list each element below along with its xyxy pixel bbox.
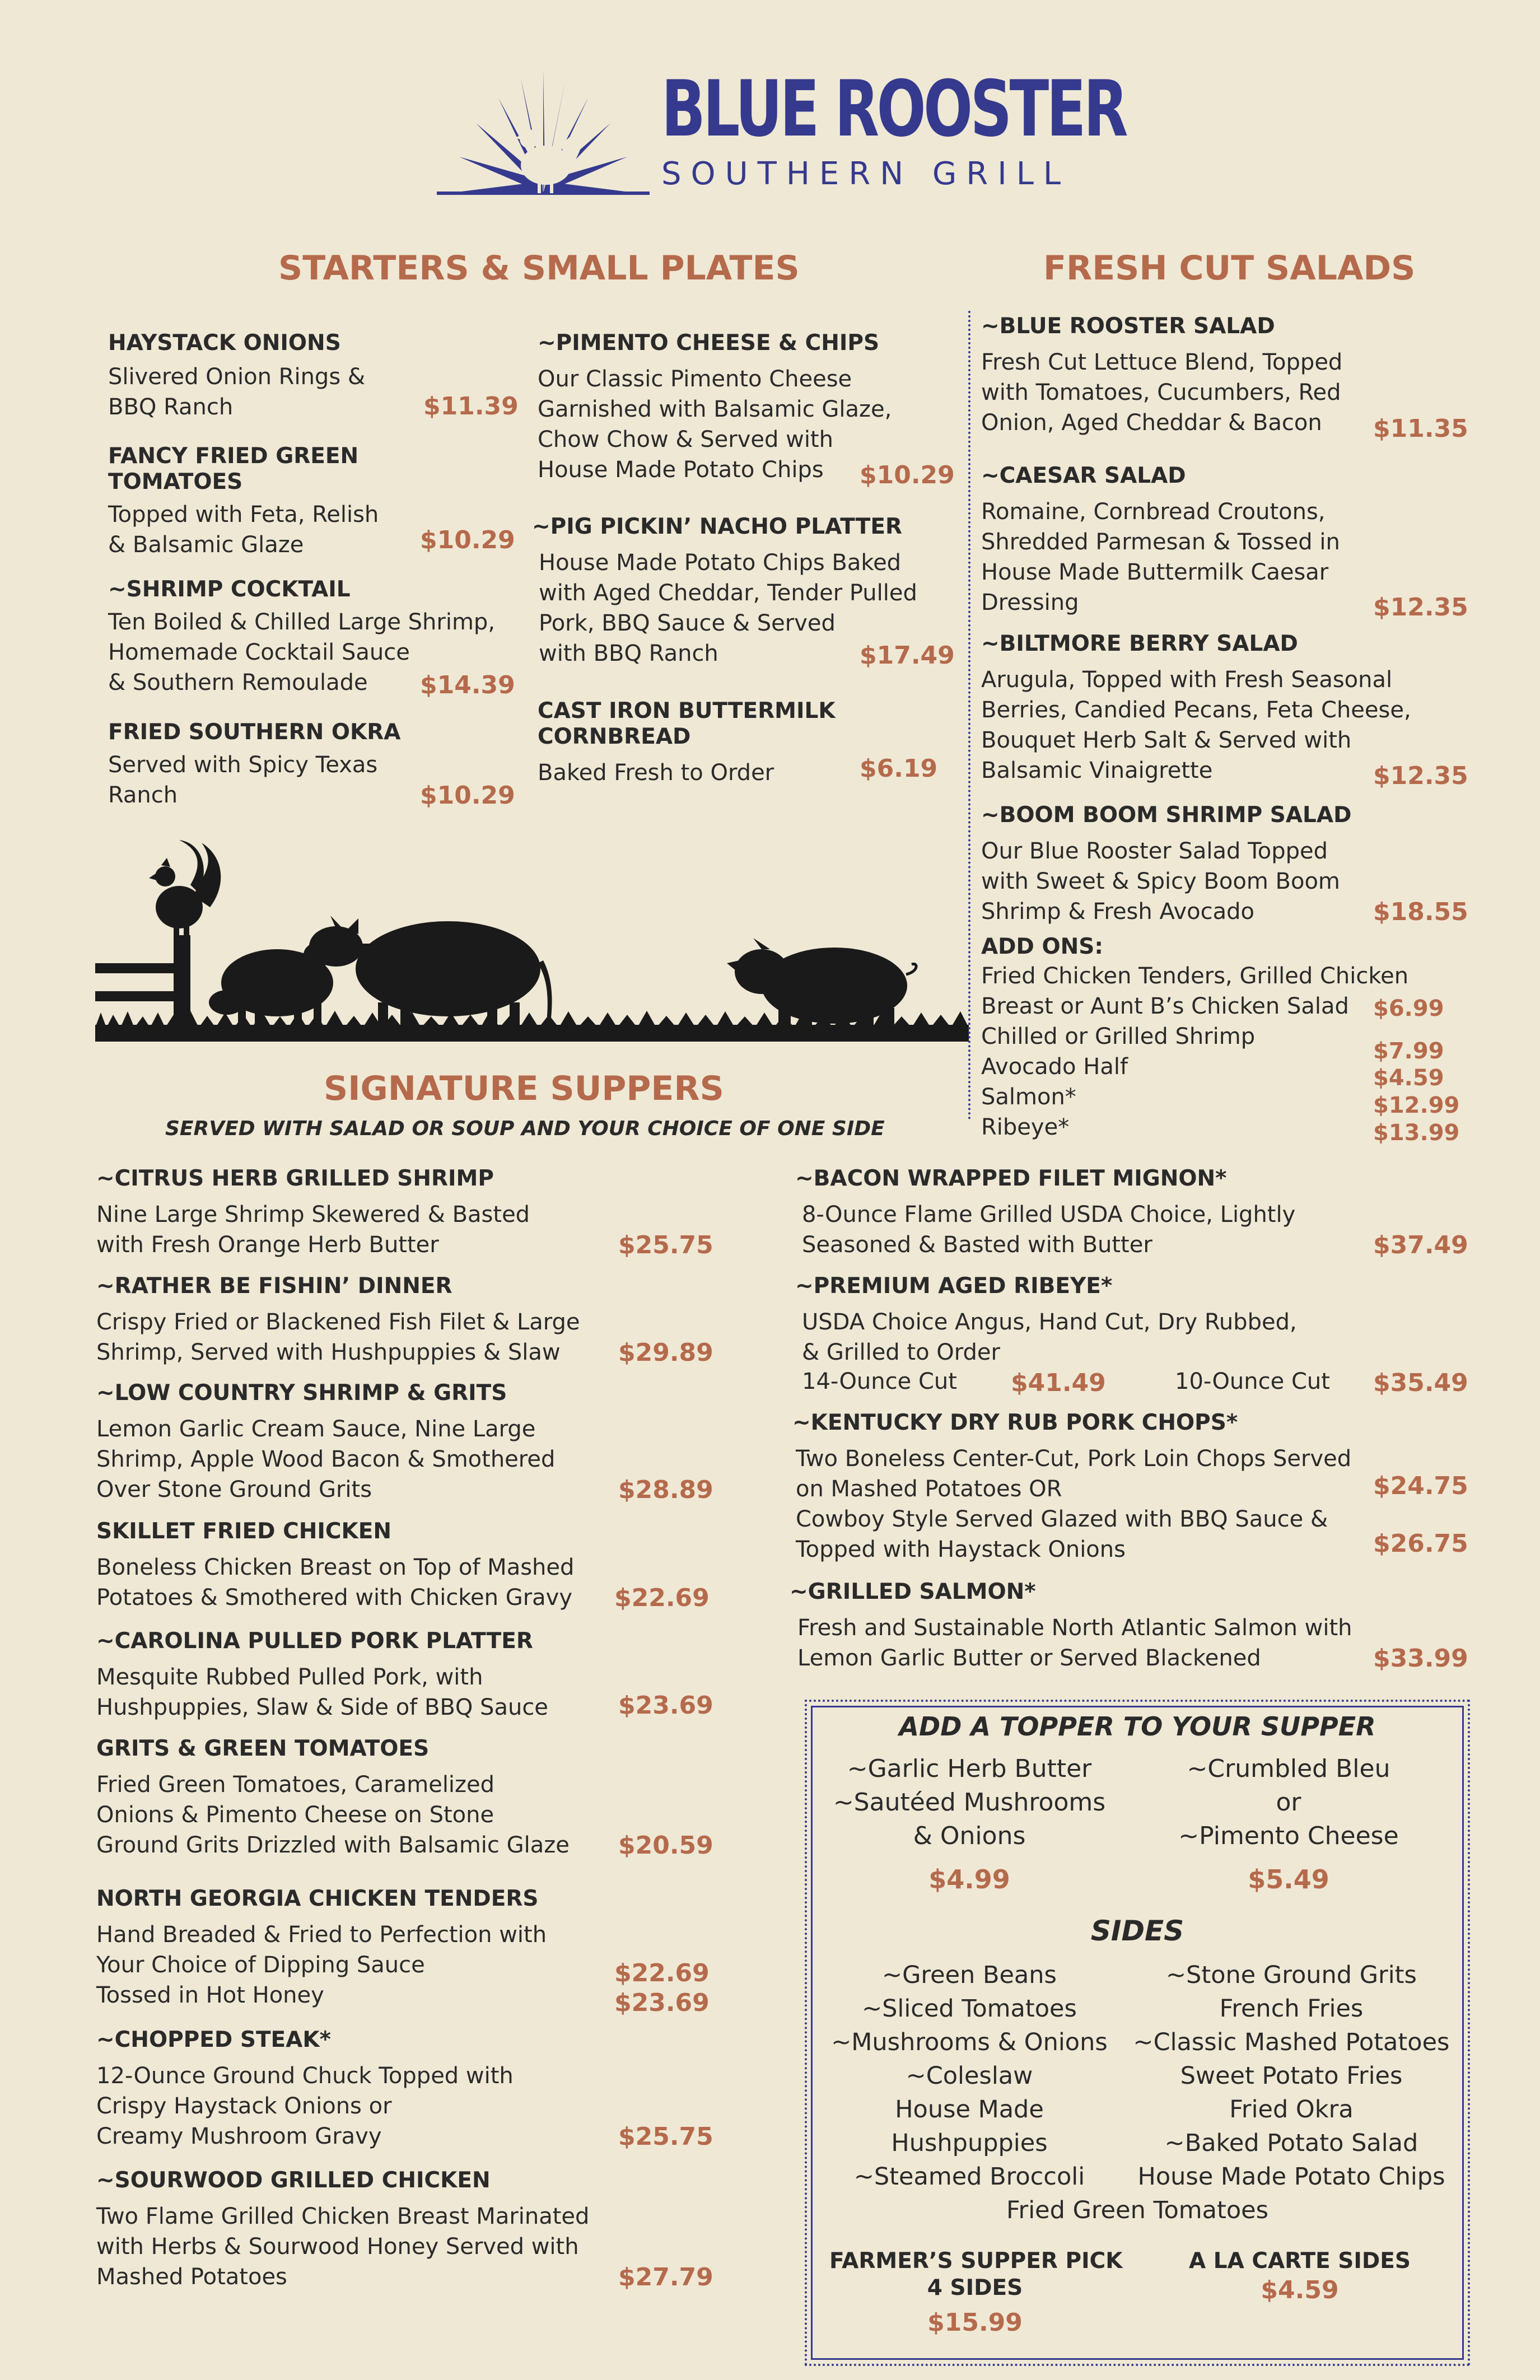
item-name: FANCY FRIED GREEN TOMATOES	[108, 444, 359, 494]
item-price: $24.75	[1373, 1472, 1468, 1500]
rooster-silhouette-icon	[149, 840, 221, 936]
topper-left: ~Garlic Herb Butter ~Sautéed Mushrooms & Onions	[833, 1754, 1106, 1850]
item-price: $12.35	[1373, 593, 1468, 622]
addons-list: Fried Chicken Tenders, Grilled Chicken Breast or Aunt B’s Chicken Salad Chilled or Grilled Shrimp Avocado Half Salmon* Ribeye*	[981, 963, 1409, 1140]
sides-title: SIDES	[1090, 1915, 1184, 1947]
item-name: ~LOW COUNTRY SHRIMP & GRITS	[96, 1380, 507, 1406]
item-name: ~CAESAR SALAD	[981, 463, 1186, 488]
item-desc: Arugula, Topped with Fresh Seasonal Berries, Candied Pecans, Feta Cheese, Bouquet Herb Salt & Served with Balsamic Vinaigrette	[981, 667, 1411, 783]
topper-left-price: $4.99	[928, 1864, 1010, 1894]
item-price: $10.29	[860, 461, 955, 489]
starter-cast-iron-buttermilk-cornbread	[538, 698, 952, 788]
supper-kentucky-dry-rub-pork-chops	[792, 1410, 1495, 1565]
salad-add-ons	[981, 934, 1519, 1146]
salads-title: FRESH CUT SALADS	[1043, 249, 1416, 288]
addon-price: $13.99	[1373, 1120, 1460, 1146]
item-price: $28.89	[618, 1476, 713, 1504]
item-price: $11.39	[423, 392, 519, 421]
suppers-title: SIGNATURE SUPPERS	[324, 1069, 724, 1108]
item-desc: Boneless Chicken Breast on Top of Mashed Potatoes & Smothered with Chicken Gravy	[96, 1555, 575, 1611]
addon-price: $7.99	[1373, 1038, 1444, 1064]
alacarte-price: $4.59	[1261, 2276, 1339, 2304]
item-desc: Two Boneless Center-Cut, Pork Loin Chops Served on Mashed Potatoes OR Cowboy Style Served Glazed with BBQ Sauce & Topped with Haystack Onions	[796, 1446, 1352, 1562]
brand-tagline: SOUTHERN GRILL	[661, 156, 1071, 192]
item-price: $37.49	[1373, 1231, 1468, 1259]
item-price: $12.35	[1373, 762, 1468, 790]
item-name: ~BOOM BOOM SHRIMP SALAD	[981, 802, 1352, 828]
item-price: $22.69	[614, 1959, 710, 1987]
item-name: GRITS & GREEN TOMATOES	[96, 1736, 430, 1761]
item-desc: Romaine, Cornbread Croutons, Shredded Parmesan & Tossed in House Made Buttermilk Caesar Dressing	[981, 499, 1340, 615]
brand-name: BLUE ROOSTER	[661, 64, 1126, 154]
item-price: $33.99	[1373, 1644, 1468, 1673]
supper-bacon-wrapped-filet-mignon	[795, 1166, 1495, 1260]
addon-price: $6.99	[1373, 996, 1444, 1021]
item-desc: Our Blue Rooster Salad Topped with Sweet & Spicy Boom Boom Shrimp & Fresh Avocado	[981, 838, 1340, 925]
item-price: $22.69	[614, 1584, 710, 1612]
item-price-cowboy: $26.75	[1373, 1529, 1468, 1558]
item-price: $17.49	[860, 641, 955, 670]
salads-divider	[968, 311, 970, 1120]
item-price-hot-honey: $23.69	[614, 1989, 710, 2017]
salad-biltmore-berry	[981, 631, 1519, 790]
ribeye-price-10oz: $35.49	[1373, 1369, 1468, 1397]
item-price: $10.29	[420, 781, 515, 810]
item-name: ~BACON WRAPPED FILET MIGNON*	[795, 1166, 1227, 1191]
item-desc: House Made Potato Chips Baked with Aged Cheddar, Tender Pulled Pork, BBQ Sauce & Served with BBQ Ranch	[539, 550, 917, 666]
sides-right: ~Stone Ground Grits French Fries ~Classic Mashed Potatoes Sweet Potato Fries Fried Okra ~Baked Potato Salad House Made Potato Chips	[1133, 1961, 1450, 2191]
item-desc: USDA Choice Angus, Hand Cut, Dry Rubbed, & Grilled to Order	[802, 1309, 1297, 1365]
item-name: ~SHRIMP COCKTAIL	[108, 577, 351, 602]
item-name: ~GRILLED SALMON*	[790, 1579, 1036, 1604]
item-desc: Baked Fresh to Order	[538, 760, 774, 786]
supper-grilled-salmon	[790, 1579, 1495, 1673]
item-desc: Two Flame Grilled Chicken Breast Marinated with Herbs & Sourwood Honey Served with Mashed Potatoes	[96, 2204, 590, 2290]
starter-fancy-fried-green-tomatoes	[108, 444, 515, 560]
item-desc: Fresh Cut Lettuce Blend, Topped with Tomatoes, Cucumbers, Red Onion, Aged Cheddar & Bacon	[981, 349, 1343, 436]
logo	[426, 64, 1126, 196]
item-name: ~RATHER BE FISHIN’ DINNER	[96, 1273, 452, 1299]
item-name: CAST IRON BUTTERMILK CORNBREAD	[538, 698, 836, 749]
salad-boom-boom-shrimp	[981, 802, 1519, 927]
supper-premium-aged-ribeye	[795, 1273, 1495, 1397]
farm-animals-illustration	[95, 834, 969, 1047]
alacarte-title: A LA CARTE SIDES	[1189, 2248, 1411, 2274]
item-desc: Slivered Onion Rings & BBQ Ranch	[108, 364, 366, 420]
supper-low-country-shrimp-grits	[96, 1380, 729, 1505]
addon-price: $4.59	[1373, 1065, 1444, 1091]
item-desc: Crispy Fried or Blackened Fish Filet & Large Shrimp, Served with Hushpuppies & Slaw	[96, 1309, 580, 1365]
item-name: ~BLUE ROOSTER SALAD	[981, 314, 1275, 339]
suppers-subtitle: SERVED WITH SALAD OR SOUP AND YOUR CHOICE OF ONE SIDE	[165, 1117, 885, 1140]
item-desc: Fresh and Sustainable North Atlantic Salmon with Lemon Garlic Butter or Served Blackened	[797, 1615, 1352, 1671]
item-name: SKILLET FRIED CHICKEN	[96, 1519, 392, 1544]
addon-price: $12.99	[1373, 1093, 1460, 1118]
item-price: $14.39	[420, 671, 515, 699]
item-name: ~PIMENTO CHEESE & CHIPS	[538, 330, 880, 356]
item-name: ~CHOPPED STEAK*	[96, 2027, 331, 2052]
supper-sourwood-grilled-chicken	[96, 2168, 729, 2292]
item-desc: Topped with Feta, Relish & Balsamic Glaze	[108, 502, 379, 558]
item-price: $23.69	[618, 1691, 713, 1720]
item-price: $27.79	[618, 2263, 713, 2292]
item-name: ~CAROLINA PULLED PORK PLATTER	[96, 1628, 533, 1654]
starter-haystack-onions	[108, 330, 519, 422]
item-name: ~SOURWOOD GRILLED CHICKEN	[96, 2168, 491, 2193]
item-price: $25.75	[618, 1231, 713, 1259]
item-name: HAYSTACK ONIONS	[108, 330, 341, 356]
item-price: $29.89	[618, 1338, 713, 1367]
starter-pimento-cheese-chips	[538, 330, 955, 489]
toppers-sides-box	[805, 1700, 1470, 2366]
supper-grits-green-tomatoes	[96, 1736, 729, 1860]
salad-blue-rooster	[981, 314, 1519, 443]
item-name: ~PIG PICKIN’ NACHO PLATTER	[532, 514, 903, 539]
ribeye-option-10oz: 10-Ounce Cut	[1175, 1369, 1330, 1394]
farmers-supper-pick: FARMER’S SUPPER PICK 4 SIDES $15.99	[829, 2248, 1123, 2337]
item-name: ~BILTMORE BERRY SALAD	[981, 631, 1298, 656]
item-name: FRIED SOUTHERN OKRA	[108, 720, 401, 745]
item-price: $10.29	[420, 526, 515, 554]
addons-title: ADD ONS:	[981, 934, 1103, 959]
sides-bottom: Fried Green Tomatoes	[1006, 2196, 1269, 2224]
supper-north-georgia-chicken-tenders	[96, 1886, 729, 2017]
supper-citrus-herb-grilled-shrimp	[96, 1166, 729, 1260]
item-desc: Ten Boiled & Chilled Large Shrimp, Homemade Cocktail Sauce & Southern Remoulade	[108, 609, 496, 696]
salad-caesar	[981, 463, 1519, 622]
starter-shrimp-cocktail	[108, 577, 515, 699]
item-desc: Hand Breaded & Fried to Perfection with Your Choice of Dipping Sauce Tossed in Hot Honey	[96, 1922, 547, 2008]
topper-right: ~Crumbled Bleu or ~Pimento Cheese	[1178, 1754, 1399, 1850]
item-price: $25.75	[618, 2122, 713, 2151]
a-la-carte-sides	[1143, 2248, 1457, 2304]
starter-fried-southern-okra	[108, 720, 515, 810]
item-desc: Nine Large Shrimp Skewered & Basted with Fresh Orange Herb Butter	[96, 1202, 530, 1258]
item-price: $11.35	[1373, 414, 1468, 443]
supper-carolina-pulled-pork-platter	[96, 1628, 729, 1723]
item-desc: Mesquite Rubbed Pulled Pork, with Hushpuppies, Slaw & Side of BBQ Sauce	[96, 1664, 548, 1720]
topper-title: ADD A TOPPER TO YOUR SUPPER	[899, 1711, 1376, 1742]
ribeye-price-14oz: $41.49	[1011, 1369, 1106, 1397]
farmers-pick-price: $15.99	[927, 2308, 1023, 2337]
item-name: ~PREMIUM AGED RIBEYE*	[795, 1273, 1113, 1299]
supper-skillet-fried-chicken	[96, 1519, 729, 1613]
topper-right-price: $5.49	[1248, 1864, 1329, 1894]
sides-left: ~Green Beans ~Sliced Tomatoes ~Mushrooms & Onions ~Coleslaw House Made Hushpuppies ~Steamed Broccoli	[831, 1961, 1108, 2191]
item-name: ~CITRUS HERB GRILLED SHRIMP	[96, 1166, 494, 1191]
supper-rather-be-fishin-dinner	[96, 1273, 729, 1368]
supper-chopped-steak	[96, 2027, 729, 2152]
item-price: $20.59	[618, 1831, 713, 1860]
item-name: ~KENTUCKY DRY RUB PORK CHOPS*	[792, 1410, 1238, 1435]
sunburst-rooster-icon	[426, 67, 661, 196]
item-desc: Served with Spicy Texas Ranch	[108, 752, 378, 808]
item-price: $18.55	[1373, 898, 1468, 926]
starters-title: STARTERS & SMALL PLATES	[278, 249, 800, 288]
item-price: $6.19	[860, 754, 938, 783]
item-desc: Lemon Garlic Cream Sauce, Nine Large Shrimp, Apple Wood Bacon & Smothered Over Stone Ground Grits	[96, 1416, 556, 1502]
starter-pig-pickin-nacho-platter	[532, 514, 958, 669]
item-desc: 12-Ounce Ground Chuck Topped with Crispy Haystack Onions or Creamy Mushroom Gravy	[96, 2063, 514, 2149]
ribeye-option-14oz: 14-Ounce Cut	[802, 1369, 957, 1394]
item-desc: 8-Ounce Flame Grilled USDA Choice, Lightly Seasoned & Basted with Butter	[802, 1202, 1296, 1258]
item-desc: Our Classic Pimento Cheese Garnished with Balsamic Glaze, Chow Chow & Served with House Made Potato Chips	[538, 366, 892, 483]
item-desc: Fried Green Tomatoes, Caramelized Onions & Pimento Cheese on Stone Ground Grits Drizzled with Balsamic Glaze	[96, 1772, 570, 1858]
item-name: NORTH GEORGIA CHICKEN TENDERS	[96, 1886, 539, 1911]
